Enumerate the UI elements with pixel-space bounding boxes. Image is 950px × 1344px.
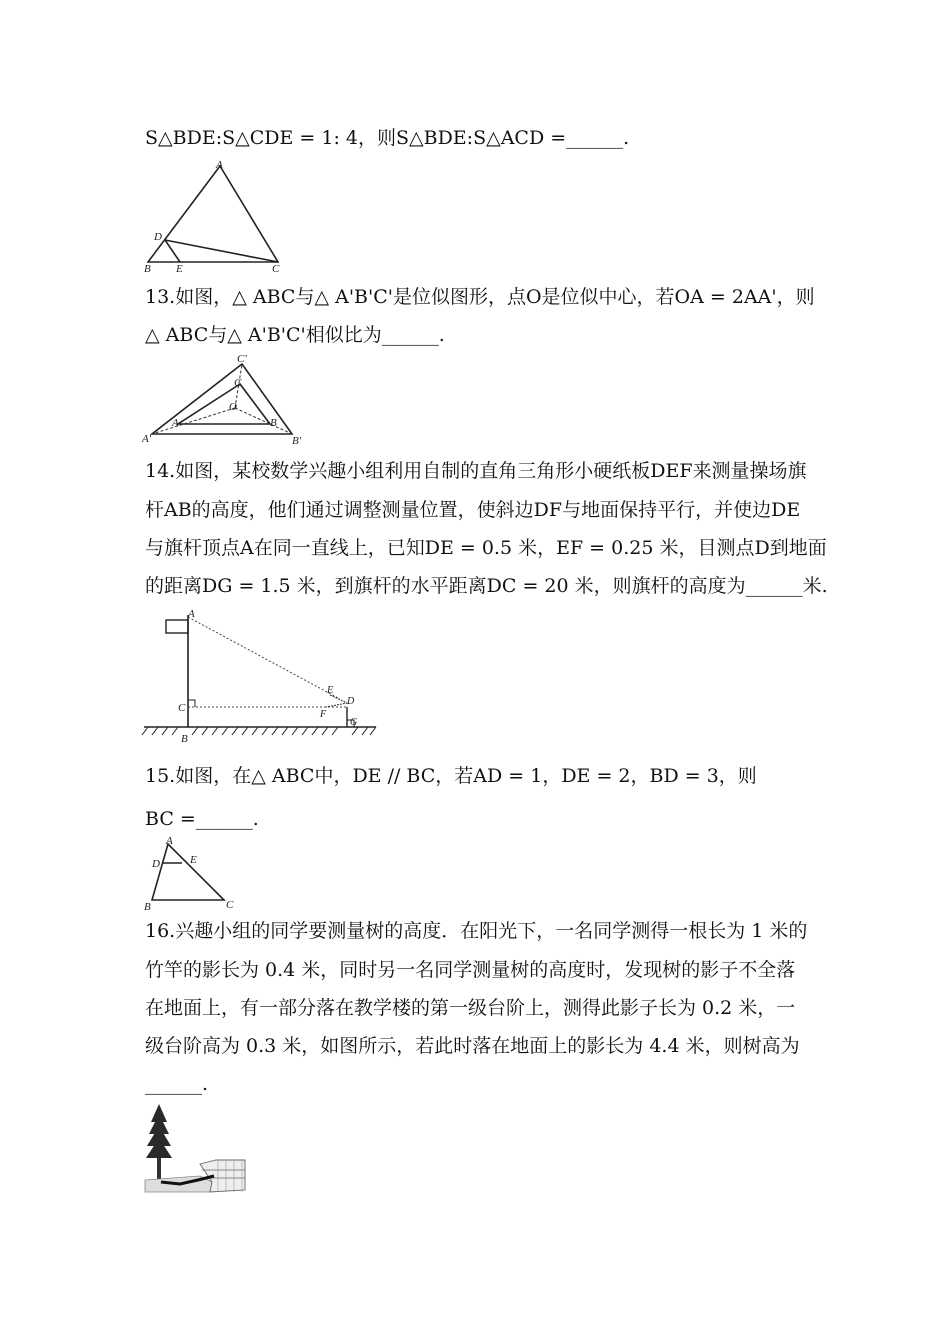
q14-line-4: 的距离DG = 1.5 米，到旗杆的水平距离DC = 20 米，则旗杆的高度为______米.	[145, 575, 828, 597]
q12-triangle-figure	[140, 160, 300, 275]
fig14-label-a: A	[188, 608, 195, 620]
fig14-label-b: B	[181, 733, 188, 745]
fig13-label-a: A	[172, 417, 179, 429]
q16-line-4: 级台阶高为 0.3 米，如图所示，若此时落在地面上的影长为 4.4 米，则树高为	[145, 1035, 800, 1057]
fig15-label-c: C	[226, 899, 234, 911]
fig15-label-b: B	[144, 901, 151, 912]
fig15-label-e: E	[190, 854, 197, 866]
q14-line-3: 与旗杆顶点A在同一直线上，已知DE = 0.5 米，EF = 0.25 米，目测点D到地面	[145, 537, 827, 559]
q16-line-1: 16.兴趣小组的同学要测量树的高度．在阳光下，一名同学测得一根长为 1 米的	[145, 920, 808, 942]
fig14-label-g: G	[350, 717, 358, 728]
q14-line-2: 杆AB的高度，他们通过调整测量位置，使斜边DF与地面保持平行，并使边DE	[145, 499, 801, 521]
q16-line-2: 竹竿的影长为 0.4 米，同时另一名同学测量树的高度时，发现树的影子不全落	[145, 959, 796, 981]
q15-line-2: BC =______.	[145, 808, 259, 830]
q14-line-1: 14.如图，某校数学兴趣小组利用自制的直角三角形小硬纸板DEF来测量操场旗	[145, 460, 807, 482]
q13-homothety-figure	[140, 352, 320, 448]
fig14-label-d: D	[347, 696, 355, 707]
fig14-label-e: E	[327, 685, 334, 696]
q16-line-5: ______.	[145, 1073, 209, 1095]
q12-line-1: S△BDE:S△CDE = 1: 4，则S△BDE:S△ACD =______.	[145, 127, 630, 149]
q13-line-2: △ ABC与△ A'B'C'相似比为______.	[145, 324, 445, 346]
fig12-label-a: A	[216, 160, 223, 171]
q15-triangle-figure	[140, 836, 250, 912]
q16-line-3: 在地面上，有一部分落在教学楼的第一级台阶上，测得此影子长为 0.2 米，一	[145, 997, 796, 1019]
fig15-label-a: A	[166, 836, 173, 847]
fig15-label-d: D	[152, 858, 160, 870]
q13-line-1: 13.如图，△ ABC与△ A'B'C'是位似图形，点O是位似中心，若OA = 2AA'，则	[145, 286, 815, 308]
fig12-label-d: D	[154, 231, 162, 243]
fig14-label-c: C	[178, 702, 186, 714]
fig12-label-b: B	[144, 263, 151, 275]
fig12-label-c: C	[272, 263, 280, 275]
q15-line-1: 15.如图，在△ ABC中，DE // BC，若AD = 1，DE = 2，BD = 3，则	[145, 765, 757, 787]
fig13-label-b: B	[270, 417, 277, 429]
fig13-label-c-prime: C'	[237, 353, 247, 365]
fig12-label-e: E	[176, 263, 183, 275]
fig14-label-f: F	[320, 709, 327, 720]
fig13-label-a-prime: A'	[142, 433, 152, 445]
q16-tree-shadow-figure	[140, 1100, 255, 1198]
fig13-label-c: C	[234, 377, 242, 389]
fig13-label-b-prime: B'	[292, 435, 302, 447]
fig13-label-o: O	[229, 401, 237, 413]
q14-flagpole-figure	[140, 605, 390, 745]
